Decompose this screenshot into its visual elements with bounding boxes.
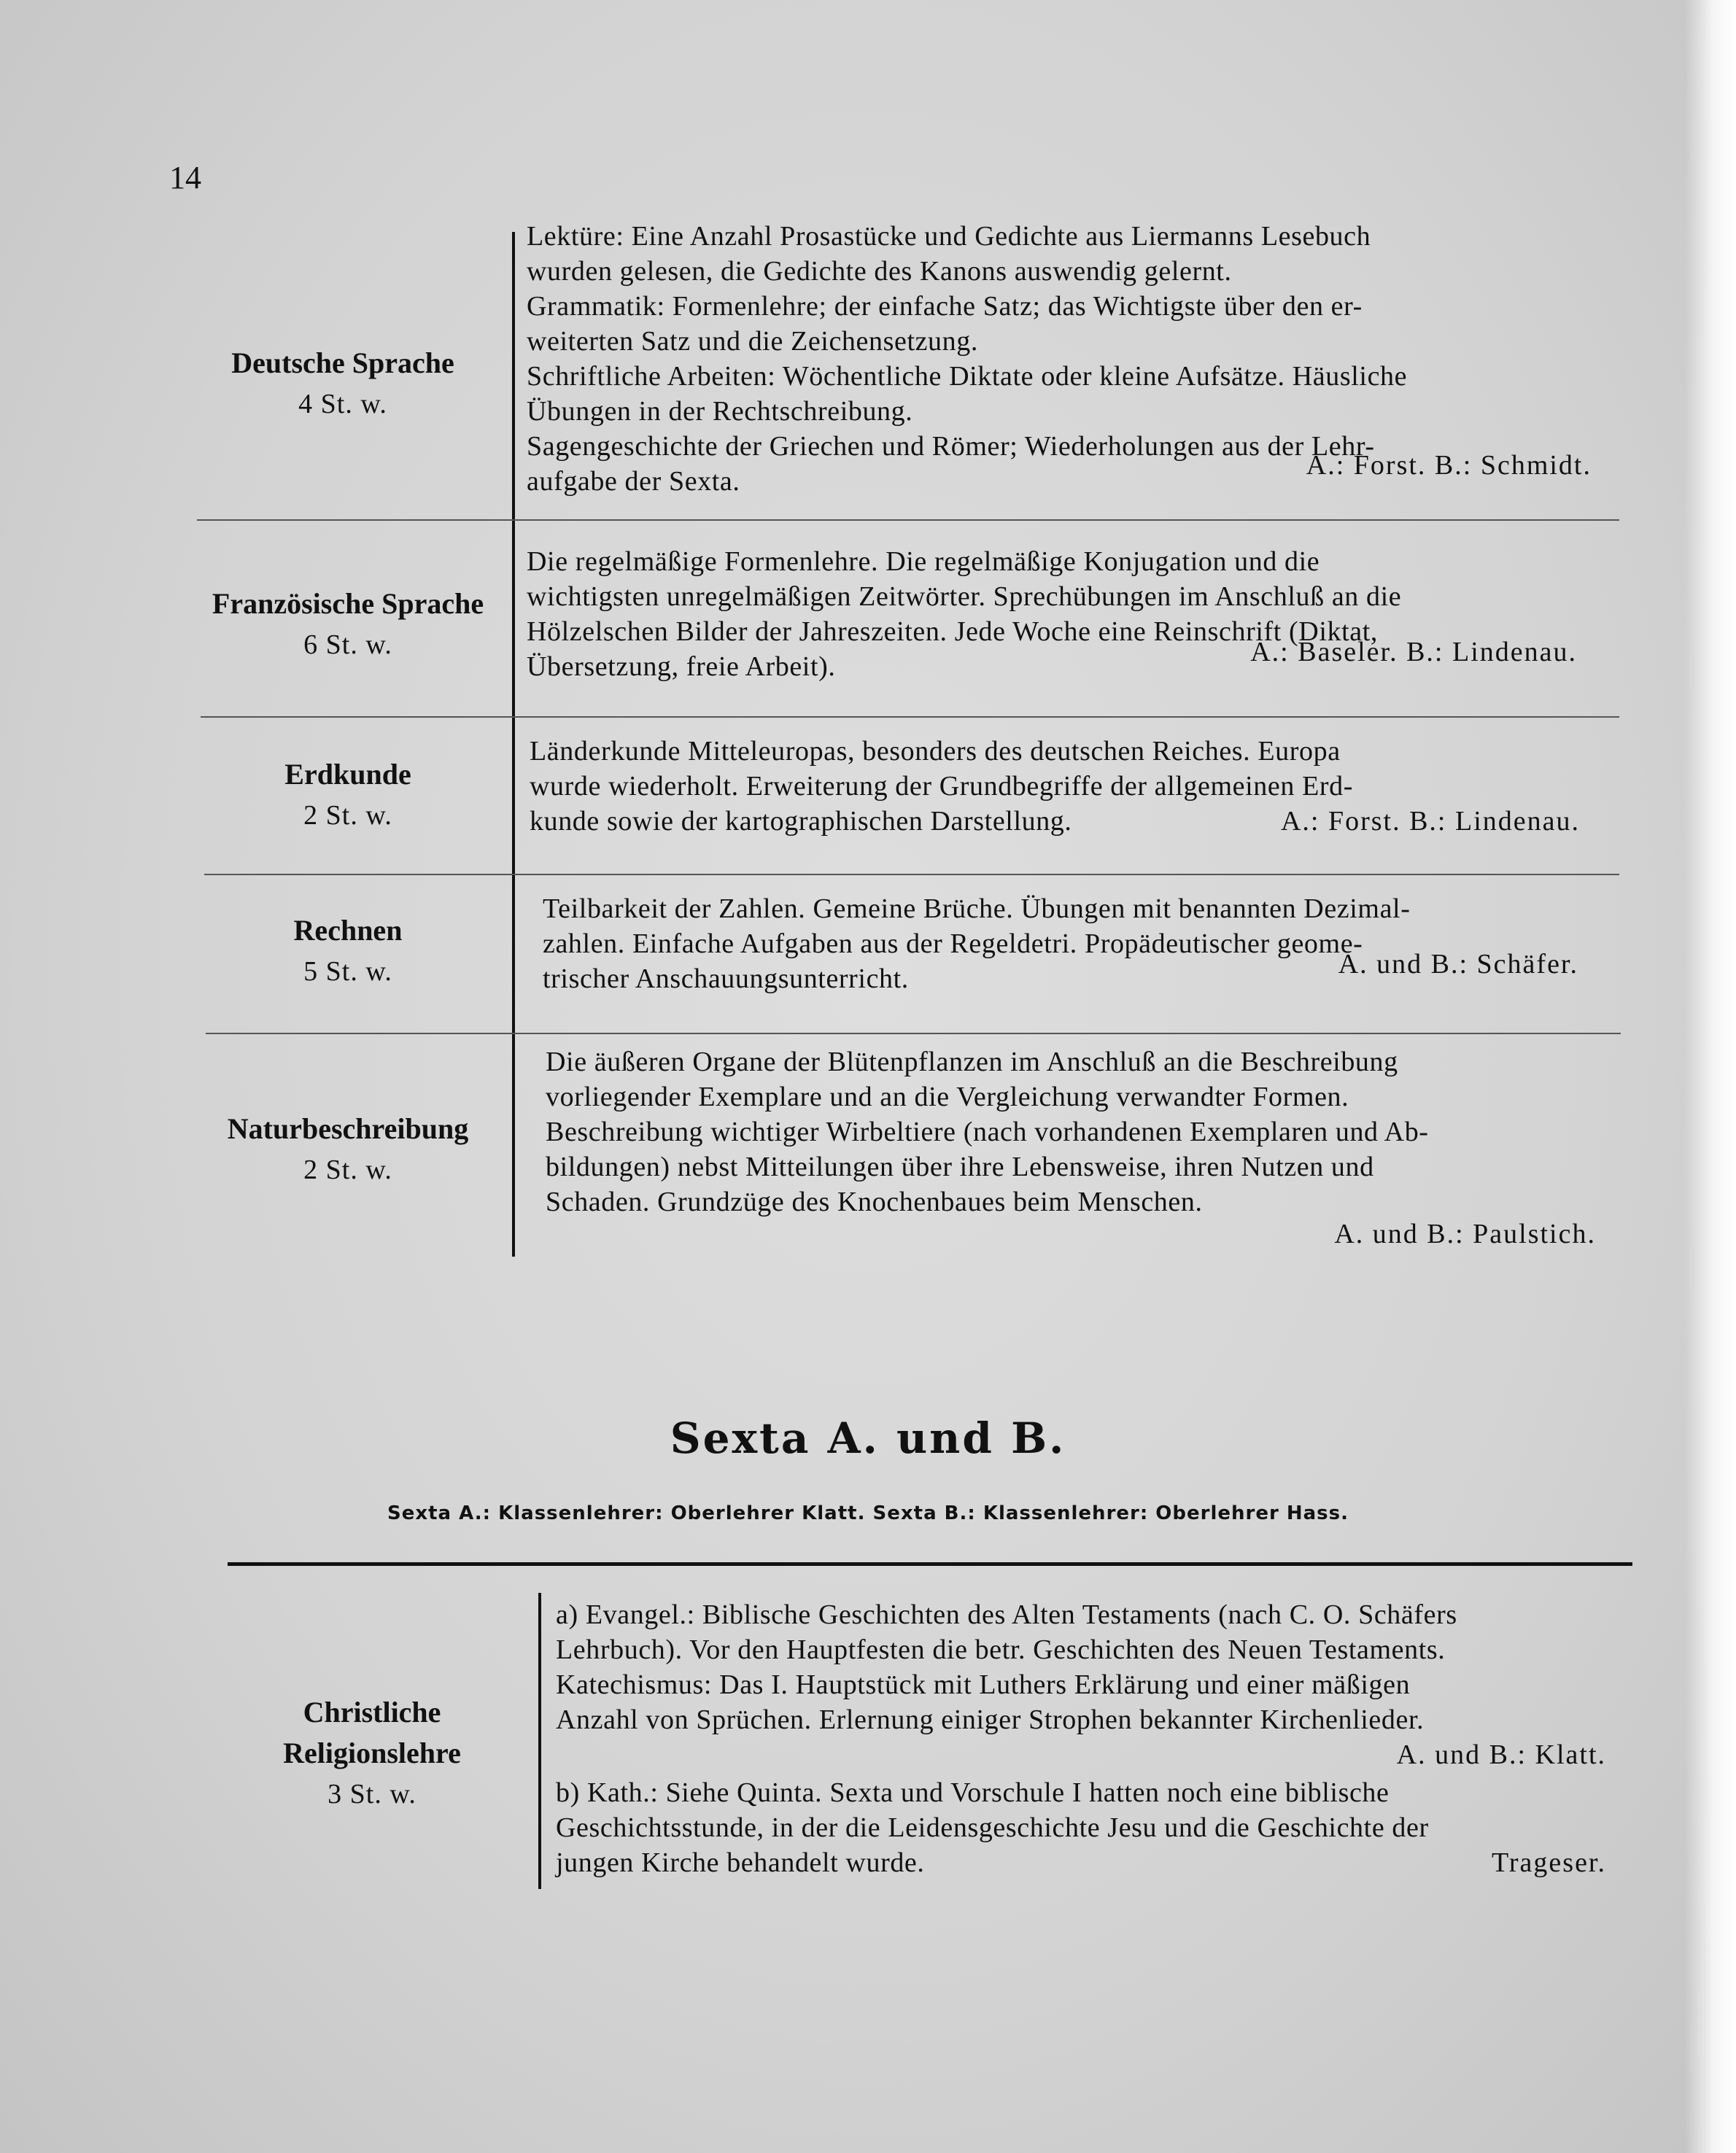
subject-franzoesische-sprache — [191, 583, 505, 665]
subject-content-deutsche-sprache — [527, 219, 1606, 499]
teacher-name: A.: Forst. B.: Schmidt. — [1306, 450, 1592, 481]
content-line: Lehrbuch). Vor den Hauptfesten die betr. Geschichten des Neuen Testaments. — [556, 1634, 1446, 1665]
section-title: Sexta A. und B. — [670, 1413, 1066, 1463]
teacher-name: A. und B.: Paulstich. — [1334, 1219, 1596, 1249]
content-line: wichtigsten unregelmäßigen Zeitwörter. Sprechübungen im Anschluß an die — [527, 581, 1402, 612]
subject-name: Religionslehre — [283, 1737, 461, 1769]
religion-part-a — [556, 1597, 1635, 1772]
subject-hours: 3 St. w. — [328, 1779, 416, 1809]
content-line: Anzahl von Sprüchen. Erlernung einiger Strophen bekannter Kirchenlieder. — [556, 1704, 1425, 1735]
teacher-name: A.: Forst. B.: Lindenau. — [1280, 806, 1580, 837]
row-divider — [201, 716, 1619, 718]
subject-name: Deutsche Sprache — [231, 346, 454, 379]
page-number: 14 — [169, 160, 201, 195]
content-line: Beschreibung wichtiger Wirbeltiere (nach vorhandenen Exemplaren und Ab- — [546, 1117, 1429, 1147]
subject-hours: 6 St. w. — [303, 629, 392, 660]
content-line: Grammatik: Formenlehre; der einfache Satz; das Wichtigste über den er- — [527, 291, 1363, 322]
subject-name: Rechnen — [293, 914, 403, 947]
content-line: Hölzelschen Bilder der Jahreszeiten. Jede Woche eine Reinschrift (Diktat, — [527, 616, 1378, 647]
content-line: wurden gelesen, die Gedichte des Kanons auswendig gelernt. — [527, 256, 1232, 287]
subject-name: Naturbeschreibung — [227, 1112, 469, 1145]
content-line: Übungen in der Rechtschreibung. — [527, 396, 913, 427]
subject-christliche-religionslehre — [219, 1692, 525, 1815]
section-class-teachers: Sexta A.: Klassenlehrer: Oberlehrer Klatt. Sexta B.: Klassenlehrer: Oberlehrer Hass. — [387, 1502, 1349, 1524]
page-edge — [1685, 0, 1736, 2153]
content-line: vorliegender Exemplare und an die Vergleichung verwandter Formen. — [546, 1082, 1349, 1112]
subject-content-rechnen — [543, 891, 1608, 996]
subject-name: Französische Sprache — [212, 587, 484, 620]
content-line: Schriftliche Arbeiten: Wöchentliche Diktate oder kleine Aufsätze. Häusliche — [527, 361, 1408, 392]
subject-erdkunde — [191, 754, 505, 836]
content-line: Geschichtsstunde, in der die Leidensgeschichte Jesu und die Geschichte der — [556, 1812, 1429, 1843]
content-line — [556, 1845, 1635, 1880]
content-line: Katechismus: Das I. Hauptstück mit Luthers Erklärung und einer mäßigen — [556, 1669, 1411, 1700]
content-line: weiterten Satz und die Zeichensetzung. — [527, 326, 978, 357]
subject-naturbeschreibung — [191, 1109, 505, 1190]
content-line: trischer Anschauungsunterricht. — [543, 963, 909, 994]
column-divider — [512, 232, 515, 1257]
teacher-name: A. und B.: Schäfer. — [1338, 949, 1578, 979]
content-line: bildungen) nebst Mitteilungen über ihre Lebensweise, ihren Nutzen und — [546, 1152, 1374, 1182]
teacher-name: A.: Baseler. B.: Lindenau. — [1250, 637, 1577, 667]
subject-hours: 2 St. w. — [303, 1155, 392, 1185]
row-divider — [197, 519, 1619, 521]
subject-rechnen — [191, 910, 505, 992]
content-line: Übersetzung, freie Arbeit). — [527, 651, 836, 682]
subject-content-franzoesische-sprache — [527, 544, 1606, 684]
content-line: wurde wiederholt. Erweiterung der Grundbegriffe der allgemeinen Erd- — [530, 771, 1353, 802]
content-line: Teilbarkeit der Zahlen. Gemeine Brüche. Übungen mit benannten Dezimal- — [543, 893, 1411, 924]
subject-content-erdkunde — [530, 734, 1609, 839]
subject-content-naturbeschreibung — [546, 1044, 1611, 1252]
content-line: Die regelmäßige Formenlehre. Die regelmäßige Konjugation und die — [527, 546, 1320, 577]
content-line-text: kunde sowie der kartographischen Darstellung. — [530, 806, 1072, 837]
column-divider — [538, 1593, 541, 1889]
content-line: Die äußeren Organe der Blütenpflanzen im Anschluß an die Beschreibung — [546, 1047, 1398, 1077]
religion-part-b — [556, 1775, 1635, 1880]
teacher-name: Trageser. — [1492, 1847, 1606, 1878]
content-line: aufgabe der Sexta. — [527, 466, 740, 497]
subject-name: Christliche — [303, 1696, 441, 1729]
subject-hours: 2 St. w. — [303, 800, 392, 831]
subject-name: Erdkunde — [284, 758, 411, 791]
content-line: Schaden. Grundzüge des Knochenbaues beim Menschen. — [546, 1187, 1203, 1217]
content-line: Sagengeschichte der Griechen und Römer; Wiederholungen aus der Lehr- — [527, 431, 1375, 462]
content-line: Länderkunde Mitteleuropas, besonders des deutschen Reiches. Europa — [530, 736, 1341, 767]
table-top-rule — [228, 1562, 1632, 1566]
content-line: b) Kath.: Siehe Quinta. Sexta und Vorschule I hatten noch eine biblische — [556, 1777, 1390, 1808]
content-line-text: jungen Kirche behandelt wurde. — [556, 1847, 925, 1878]
row-divider — [204, 874, 1619, 875]
subject-deutsche-sprache — [190, 343, 496, 424]
row-divider — [206, 1033, 1621, 1034]
subject-hours: 5 St. w. — [303, 956, 392, 987]
teacher-name: A. und B.: Klatt. — [1396, 1739, 1606, 1770]
subject-hours: 4 St. w. — [298, 389, 387, 419]
content-line — [530, 804, 1609, 839]
content-line: a) Evangel.: Biblische Geschichten des Alten Testaments (nach C. O. Schäfers — [556, 1599, 1457, 1630]
content-line: Lektüre: Eine Anzahl Prosastücke und Gedichte aus Liermanns Lesebuch — [527, 221, 1371, 252]
content-line: zahlen. Einfache Aufgaben aus der Regeldetri. Propädeutischer geome- — [543, 928, 1363, 959]
